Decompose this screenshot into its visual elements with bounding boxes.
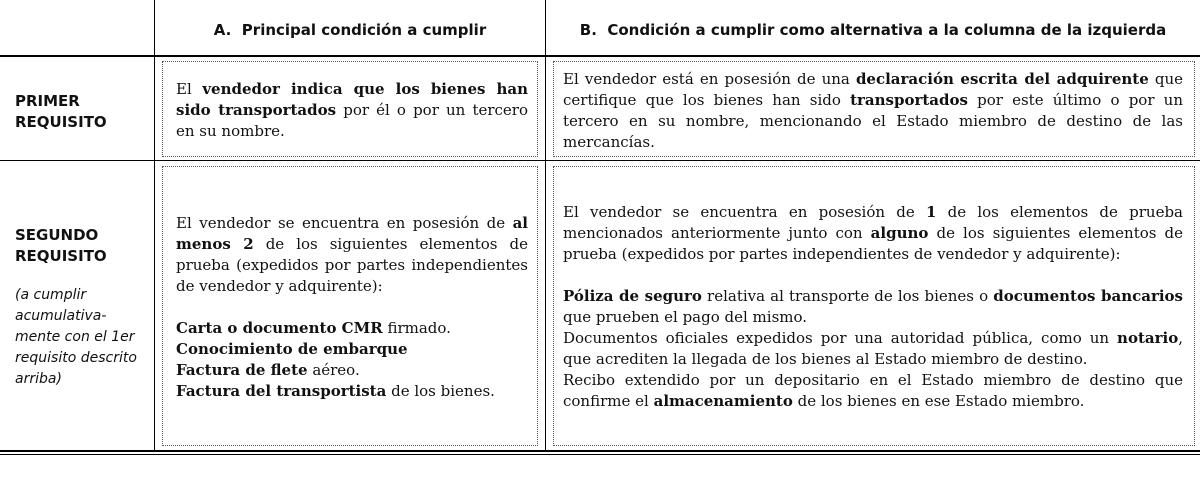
bold-run: 1 (925, 203, 937, 221)
text-run: El vendedor está en posesión de una (563, 70, 856, 88)
row-label-second (15, 225, 107, 267)
list-item (176, 318, 528, 339)
list-item (563, 286, 1183, 328)
column-title-a: Principal condición a cumplir (241, 21, 487, 39)
cell-first-b (563, 69, 1183, 153)
row-label-second-note: (a cumplir acumulativa-mente con el 1er requisito descrito arriba) (15, 287, 137, 387)
bold-run: notario (1117, 329, 1179, 347)
column-letter-b: B. (579, 21, 597, 39)
row-label-first (15, 91, 107, 133)
text-run: de los bienes. (386, 382, 495, 400)
bold-run: Factura de flete (176, 361, 308, 379)
text-run: de los siguientes elementos de prueba (expedidos por partes independientes de vendedor y adquirente): (563, 224, 1183, 263)
bold-run: declaración escrita del adquirente (855, 70, 1149, 88)
bold-run: almacenamiento (653, 392, 793, 410)
bold-run: documentos bancarios (993, 287, 1183, 305)
column-divider-label (154, 0, 155, 450)
column-divider-ab (545, 0, 546, 450)
text-run: que certifique que los bienes han sido (563, 70, 1184, 109)
column-header-a (155, 14, 545, 46)
text-run: de los bienes en ese Estado miembro. (792, 392, 1085, 410)
cell-first-a (176, 79, 528, 142)
text-run: El (176, 80, 203, 98)
table-bottom-border (0, 450, 1200, 452)
column-title-b: Condición a cumplir como alternativa a la columna de la izquierda (607, 21, 1167, 39)
row-label-second-line2: REQUISITO (15, 247, 107, 265)
bold-run: al menos 2 (176, 214, 528, 253)
cell-second-b (563, 202, 1183, 412)
row-label-first-line1: PRIMER (15, 92, 80, 110)
bold-run: Póliza de seguro (563, 287, 702, 305)
text-run: Documentos oficiales expedidos por una autoridad pública, como un (563, 329, 1118, 347)
bold-run: vendedor indica que los bienes han sido transportados (176, 80, 529, 119)
text-run: Recibo extendido por un depositario en el Estado miembro de destino que confirme el (563, 371, 1183, 410)
bold-run: Factura del transportista (176, 382, 387, 400)
bold-run: Conocimiento de embarque (176, 340, 408, 358)
table-bottom-border-inner (0, 454, 1200, 455)
list-item (563, 370, 1183, 412)
list-item (176, 339, 528, 360)
list-item (176, 360, 528, 381)
text-run: relativa al transporte de los bienes o (701, 287, 994, 305)
text-run: , que acrediten la llegada de los bienes al Estado miembro de destino. (563, 329, 1183, 368)
column-letter-a: A. (213, 21, 232, 39)
bold-run: alguno (870, 224, 929, 242)
bold-run: Carta o documento CMR (176, 319, 383, 337)
list-item (176, 381, 528, 402)
column-header-b (546, 14, 1200, 46)
row-label-second-line1: SEGUNDO (15, 226, 99, 244)
text-run: por él o por un tercero en su nombre. (176, 101, 528, 140)
text-run: que prueben el pago del mismo. (563, 308, 808, 326)
text-run: El vendedor se encuentra en posesión de (176, 214, 513, 232)
text-run: El vendedor se encuentra en posesión de (563, 203, 926, 221)
text-run: de los siguientes elementos de prueba (expedidos por partes independientes de vendedor y adquirente): (176, 235, 528, 295)
header-divider (0, 55, 1200, 57)
list-item (563, 328, 1183, 370)
bold-run: transportados (850, 91, 968, 109)
text-run: por este último o por un tercero en su nombre, mencionando el Estado miembro de destino de las mercancías. (563, 91, 1183, 151)
text-run: aéreo. (307, 361, 360, 379)
cell-second-a (176, 213, 528, 402)
text-run: firmado. (382, 319, 451, 337)
row-label-first-line2: REQUISITO (15, 113, 107, 131)
row-divider (0, 160, 1200, 161)
text-run: de los elementos de prueba mencionados anteriormente junto con (563, 203, 1183, 242)
